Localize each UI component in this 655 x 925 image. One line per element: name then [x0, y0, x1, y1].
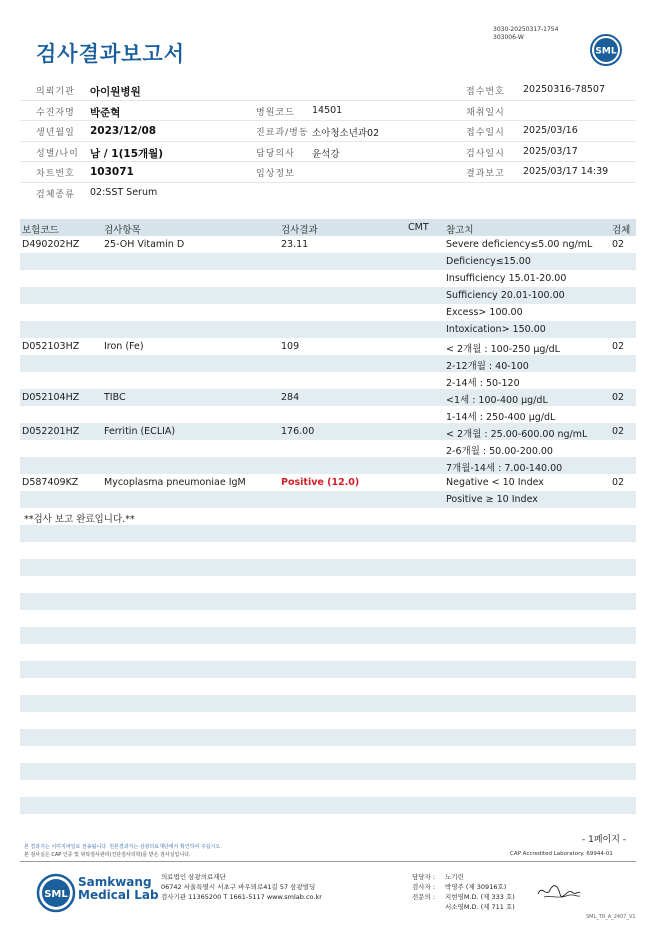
cell-specimen: 02	[612, 426, 625, 437]
cell-specimen: 02	[612, 477, 625, 488]
cell-ref: < 2개월 : 100-250 μg/dL	[446, 344, 560, 355]
cell-item: Mycoplasma pneumoniae IgM	[104, 477, 246, 488]
table-row	[20, 270, 636, 287]
info-row-patient	[20, 101, 636, 122]
footer-divider	[20, 861, 636, 862]
cell-ref: 2-6개월 : 50.00-200.00	[446, 446, 553, 457]
patient-label: 수진자명	[36, 107, 75, 118]
chart-no-value: 103071	[90, 166, 134, 178]
header-cmt: CMT	[408, 222, 429, 233]
info-row-specimen	[20, 183, 636, 204]
lab-contact: 검사기관 11365200 T 1661-5117 www.smlab.co.kr	[161, 893, 322, 901]
empty-row	[20, 525, 636, 542]
table-row	[20, 355, 636, 372]
cell-ref: Negative < 10 Index	[446, 477, 544, 488]
cell-specimen: 02	[612, 239, 625, 250]
dept-value: 소아청소년과02	[312, 128, 380, 139]
cell-ref: Severe deficiency≤5.00 ng/mL	[446, 239, 593, 250]
table-row	[20, 389, 636, 406]
results-table-header	[20, 219, 636, 236]
lab-address-block	[161, 872, 322, 902]
header-code: 보험코드	[22, 225, 59, 236]
cell-ref: Intoxication> 150.00	[446, 324, 546, 335]
cell-ref: Deficiency≤15.00	[446, 256, 531, 267]
patient-value: 박준혁	[90, 106, 121, 119]
doctor-value: 윤석강	[312, 148, 340, 160]
chart-no-label: 차트번호	[36, 169, 75, 179]
table-row	[20, 457, 636, 474]
test-date-value: 2025/03/17	[523, 145, 578, 157]
document-id	[493, 26, 558, 42]
staff-entry	[412, 872, 515, 882]
table-row	[20, 406, 636, 423]
specimen-label: 검체종류	[36, 189, 75, 200]
header-result: 검사결과	[281, 225, 318, 236]
doctor-label: 담당의사	[256, 148, 295, 159]
cell-item: 25-OH Vitamin D	[104, 239, 185, 250]
completion-note: **검사 보고 완료입니다.**	[24, 514, 135, 525]
table-row	[20, 304, 636, 321]
cell-ref: < 2개월 : 25.00-600.00 ng/mL	[446, 429, 588, 440]
cell-item: Iron (Fe)	[104, 341, 144, 352]
cell-ref: Sufficiency 20.01-100.00	[446, 290, 565, 301]
empty-row	[20, 763, 636, 780]
cell-code: D587409KZ	[22, 477, 79, 488]
staff-name: 박영주 (제 30916호)	[445, 883, 507, 891]
cell-ref: Insufficiency 15.01-20.00	[446, 273, 567, 284]
cell-ref: 2-14세 : 50-120	[446, 378, 520, 389]
hospital-value: 아이원병원	[90, 86, 141, 98]
empty-row	[20, 627, 636, 644]
header-item: 검사항목	[104, 225, 141, 236]
cap-accreditation: CAP Accredited Laboratory. 69944-01	[510, 851, 613, 857]
dob-value: 2023/12/08	[90, 125, 157, 137]
staff-name: 서소영M.D. (제 711 호)	[445, 903, 515, 911]
signature-icon	[536, 880, 582, 902]
specimen-value: 02:SST Serum	[90, 186, 158, 198]
patient-info-section	[20, 80, 636, 203]
empty-row	[20, 797, 636, 814]
staff-entry	[412, 902, 515, 912]
cell-ref: 1-14세 : 250-400 μg/dL	[446, 412, 556, 423]
report-date-value: 2025/03/17 14:39	[523, 166, 609, 177]
sml-logo-text: SML	[595, 46, 617, 57]
info-row-dob	[20, 121, 636, 142]
lab-address: 06742 서울특별시 서초구 바우뫼로41길 57 삼광빌딩	[161, 883, 316, 891]
cell-specimen: 02	[612, 392, 625, 403]
empty-row	[20, 593, 636, 610]
receipt-no-label: 접수번호	[466, 87, 505, 97]
results-table-body	[20, 236, 636, 508]
cell-ref: Excess> 100.00	[446, 307, 523, 318]
form-code: SML_TR_A_2407_V1	[586, 914, 636, 920]
empty-row	[20, 661, 636, 678]
sex-age-label: 성별/나이	[36, 148, 79, 159]
table-row	[20, 236, 636, 253]
cell-ref: 2-12개월 : 40-100	[446, 361, 529, 372]
header-specimen: 검체	[612, 225, 631, 236]
cell-ref: <1세 : 100-400 μg/dL	[446, 395, 548, 406]
fine-print-2: 본 검사실은 CAP 인증 및 위탁검사관리(진단검사의학)를 받은 검사실입니다.	[24, 852, 191, 858]
staff-list	[412, 872, 515, 912]
table-row	[20, 338, 636, 355]
cell-ref: Positive ≥ 10 Index	[446, 494, 538, 505]
staff-role: 검사자 :	[412, 883, 436, 891]
cell-code: D052103HZ	[22, 341, 80, 352]
fine-print-1: 본 결과지는 이미지파일로 전송됩니다. 원본결과지는 삼광의료재단에서 확인하여 주십시오.	[24, 844, 222, 850]
dept-label: 진료과/병동	[256, 128, 309, 138]
cell-result: 109	[281, 341, 300, 352]
info-row-chart	[20, 162, 636, 183]
table-row	[20, 253, 636, 270]
empty-row	[20, 695, 636, 712]
table-row	[20, 491, 636, 508]
cell-result: 284	[281, 392, 300, 403]
receipt-date-value: 2025/03/16	[523, 125, 578, 136]
table-row	[20, 287, 636, 304]
cell-result: 23.11	[281, 239, 309, 250]
clinical-label: 임상정보	[256, 169, 295, 179]
staff-name: 지현영M.D. (제 333 호)	[445, 893, 515, 901]
cell-code: D052201HZ	[22, 426, 80, 437]
lab-name-line-1: Samkwang	[78, 875, 152, 889]
lab-org: 의료법인 삼광의료재단	[161, 873, 226, 881]
receipt-no-value: 20250316-78507	[523, 84, 606, 95]
hospital-code-value: 14501	[312, 104, 343, 116]
report-date-label: 결과보고	[466, 169, 505, 179]
results-table	[20, 219, 636, 508]
dob-label: 생년월일	[36, 128, 75, 138]
lab-name-line-2: Medical Lab	[78, 888, 159, 902]
sml-footer-logo-icon	[36, 873, 76, 913]
table-row	[20, 474, 636, 491]
cell-result: Positive (12.0)	[281, 477, 360, 488]
sml-footer-logo-text: SML	[44, 889, 68, 900]
header-reference: 참고치	[446, 225, 474, 236]
staff-entry	[412, 892, 515, 902]
cell-result: 176.00	[281, 426, 315, 437]
empty-row	[20, 729, 636, 746]
staff-role: 담당자 :	[412, 873, 436, 881]
table-row	[20, 440, 636, 457]
document-id-line-2: 303006-W	[493, 34, 524, 41]
collect-date-label: 채취일시	[466, 107, 505, 118]
cell-ref: 7개월-14세 : 7.00-140.00	[446, 463, 563, 474]
report-title: 검사결과보고서	[36, 42, 186, 66]
staff-entry	[412, 882, 515, 892]
cell-item: Ferritin (ECLIA)	[104, 426, 176, 437]
table-row	[20, 372, 636, 389]
lab-name	[78, 876, 159, 902]
table-row	[20, 321, 636, 338]
info-row-sex-age	[20, 142, 636, 163]
hospital-label: 의뢰기관	[36, 87, 75, 97]
cell-item: TIBC	[104, 392, 126, 403]
page-number: - 1페이지 -	[582, 835, 627, 845]
receipt-date-label: 접수일시	[466, 128, 505, 138]
hospital-code-label: 병원코드	[256, 107, 295, 118]
staff-role: 전문의 :	[412, 893, 436, 901]
table-row	[20, 423, 636, 440]
document-id-line-1: 3030-20250317-1754	[493, 26, 559, 33]
cell-code: D052104HZ	[22, 392, 80, 403]
cell-specimen: 02	[612, 341, 625, 352]
staff-name: 노기린	[445, 873, 464, 881]
info-row-hospital	[20, 80, 636, 101]
sex-age-value: 남 / 1(15개월)	[90, 147, 164, 160]
empty-row	[20, 559, 636, 576]
cell-code: D490202HZ	[22, 239, 80, 250]
sml-logo-icon	[590, 34, 622, 66]
test-date-label: 검사일시	[466, 148, 505, 159]
